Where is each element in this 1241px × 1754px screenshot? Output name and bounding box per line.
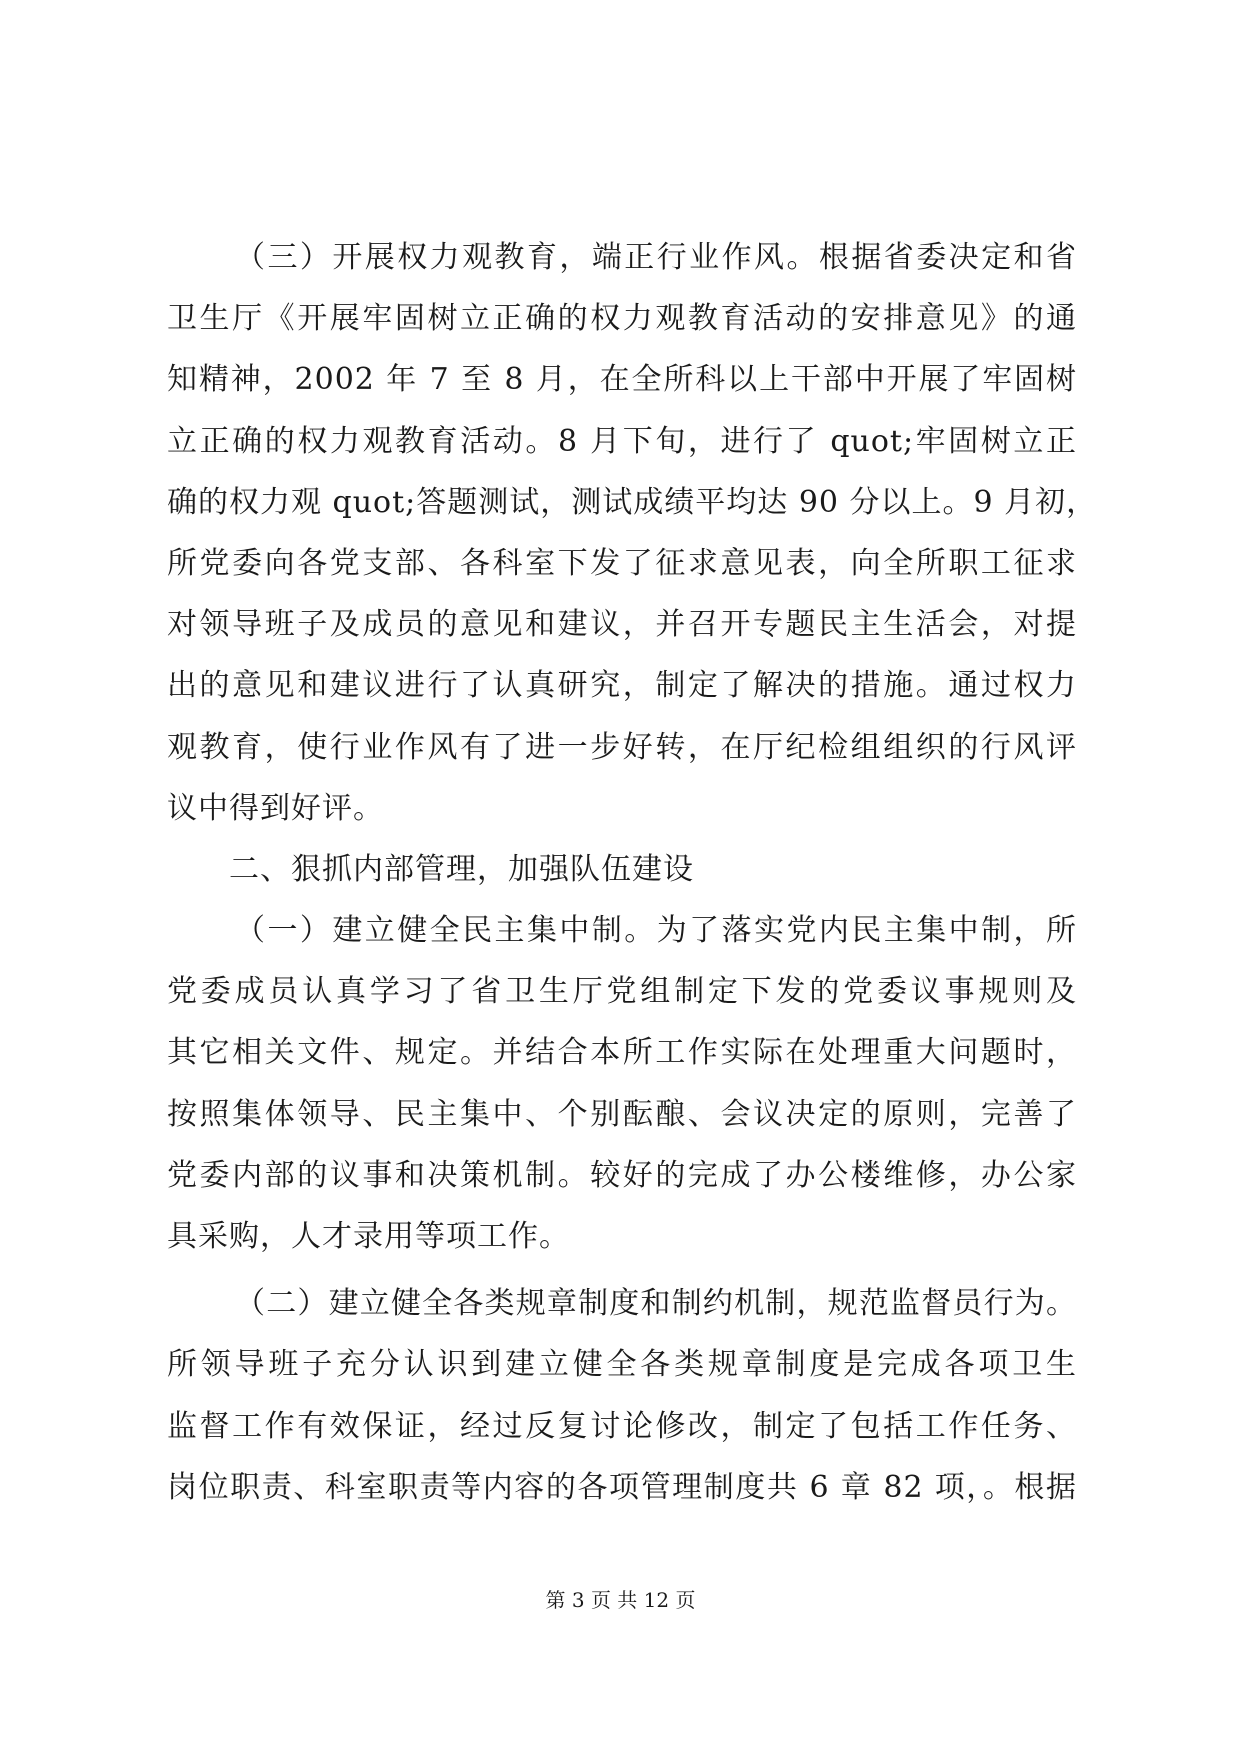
text-line: （三）开展权力观教育，端正行业作风。根据省委决定和省 (235, 240, 1077, 275)
text-line: 立正确的权力观教育活动。8 月下旬，进行了 quot;牢固树立正 (167, 423, 1077, 459)
text-line: 卫生厅《开展牢固树立正确的权力观教育活动的安排意见》的通 (167, 301, 1077, 337)
section-heading: 二、狠抓内部管理，加强队伍建设 (229, 851, 694, 887)
text-line: 知精神，2002 年 7 至 8 月，在全所科以上干部中开展了牢固树 (167, 362, 1077, 398)
text-line: 对领导班子及成员的意见和建议，并召开专题民主生活会，对提 (167, 607, 1077, 643)
text-line: 所领导班子充分认识到建立健全各类规章制度是完成各项卫生 (167, 1347, 1077, 1383)
text-line: 议中得到好评。 (167, 790, 384, 826)
page-number-footer: 第 3 页 共 12 页 (545, 1588, 696, 1612)
document-body (167, 227, 1098, 1518)
text-line: 党委内部的议事和决策机制。较好的完成了办公楼维修，办公家 (167, 1157, 1077, 1193)
text-line: 监督工作有效保证，经过反复讨论修改，制定了包括工作任务、 (167, 1408, 1077, 1444)
text-line: 所党委向各党支部、各科室下发了征求意见表，向全所职工征求 (167, 545, 1077, 581)
text-line: （二）建立健全各类规章制度和制约机制，规范监督员行为。 (235, 1286, 1077, 1322)
text-line: 岗位职责、科室职责等内容的各项管理制度共 6 章 82 项，。根据 (167, 1469, 1077, 1505)
text-line: 具采购，人才录用等项工作。 (167, 1219, 570, 1254)
text-line: 出的意见和建议进行了认真研究，制定了解决的措施。通过权力 (167, 668, 1077, 704)
text-line: 观教育，使行业作风有了进一步好转，在厅纪检组组织的行风评 (167, 729, 1077, 765)
text-line: 按照集体领导、民主集中、个别酝酿、会议决定的原则，完善了 (167, 1096, 1077, 1132)
text-line: 党委成员认真学习了省卫生厅党组制定下发的党委议事规则及 (167, 974, 1077, 1010)
text-line: 其它相关文件、规定。并结合本所工作实际在处理重大问题时， (167, 1035, 1077, 1071)
text-line: （一）建立健全民主集中制。为了落实党内民主集中制，所 (235, 913, 1077, 949)
text-line: 确的权力观 quot;答题测试，测试成绩平均达 90 分以上。9 月初， (167, 484, 1098, 520)
